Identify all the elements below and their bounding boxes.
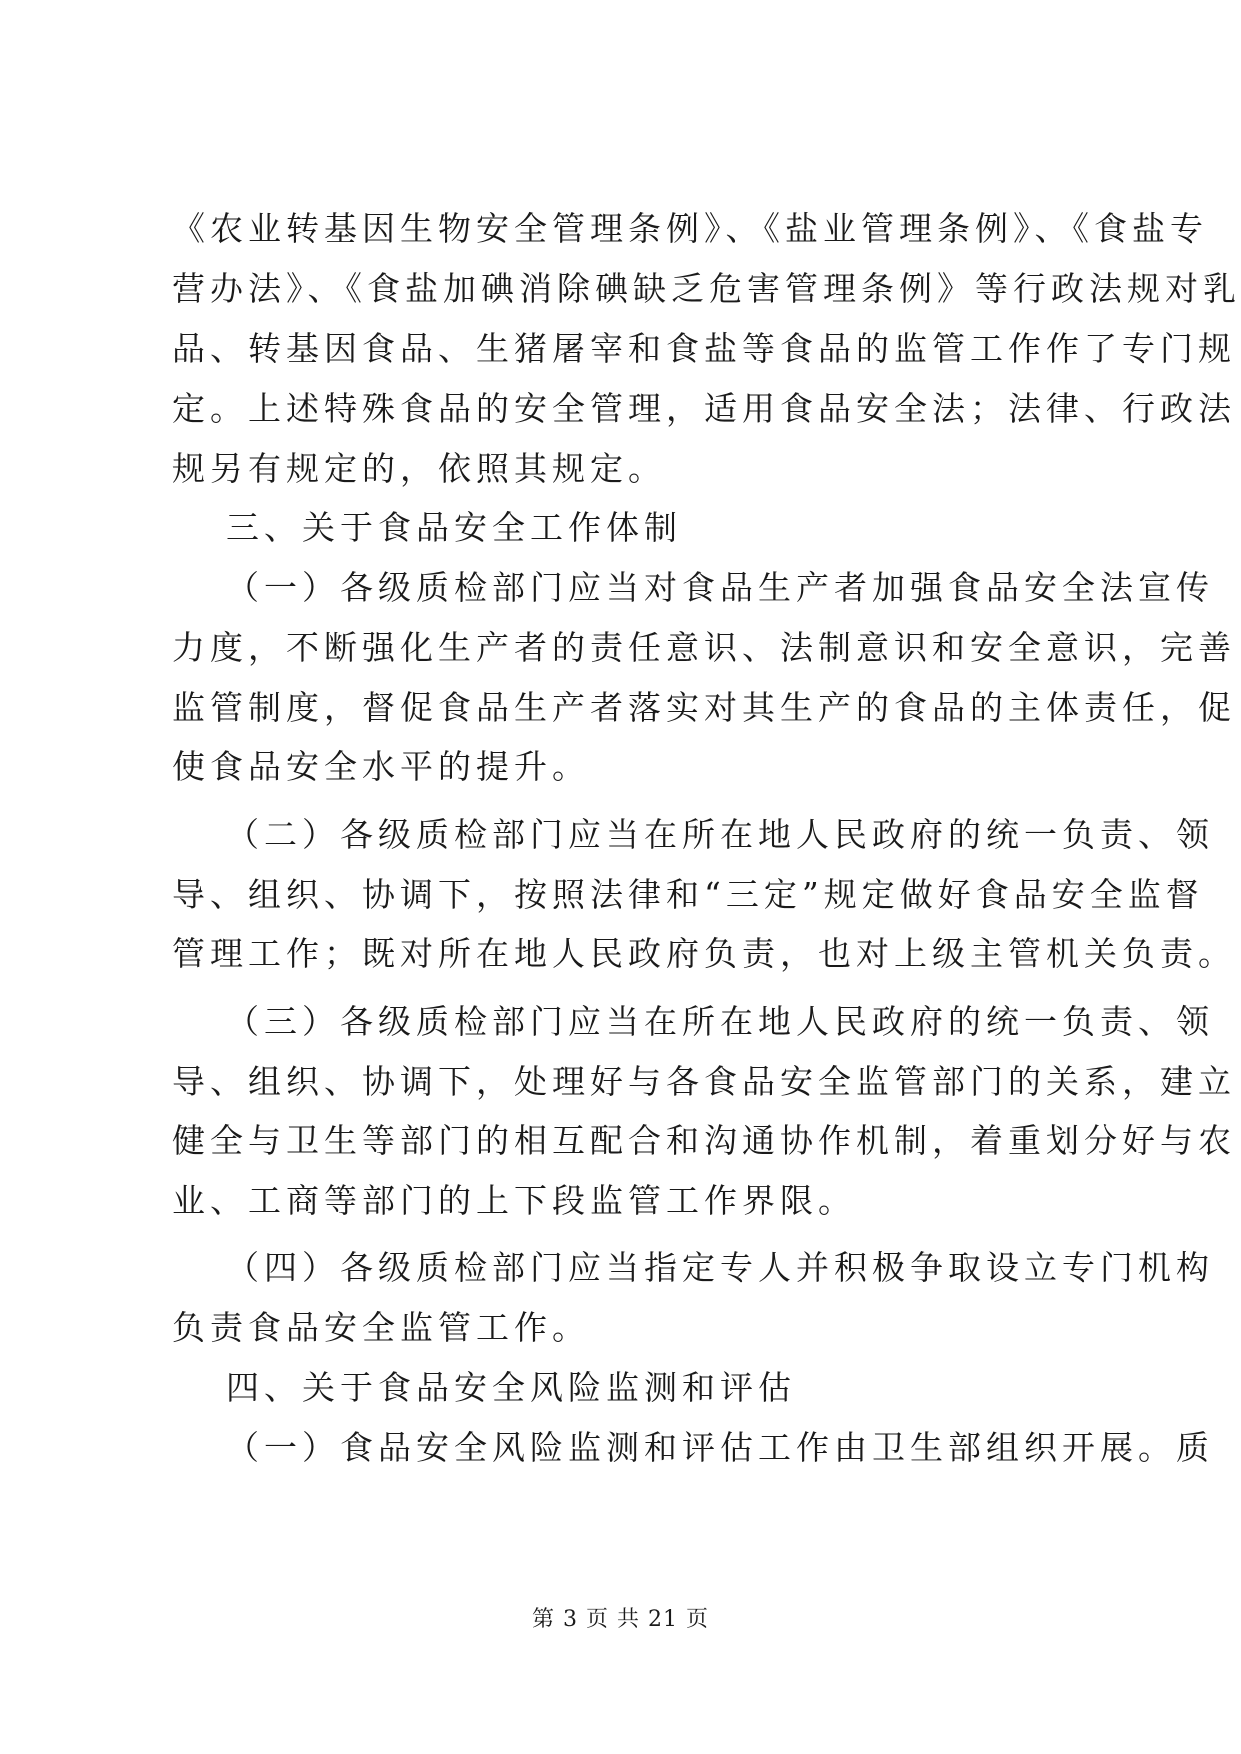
page-footer: 第 3 页 共 21 页 <box>532 1607 709 1632</box>
body-line: （四）各级质检部门应当指定专人并积极争取设立专门机构 <box>226 1248 1214 1287</box>
body-line: 品、转基因食品、生猪屠宰和食盐等食品的监管工作作了专门规 <box>172 329 1236 368</box>
body-line: 导、组织、协调下，处理好与各食品安全监管部门的关系，建立 <box>172 1062 1236 1101</box>
body-line: 规另有规定的，依照其规定。 <box>172 449 666 488</box>
body-line: （一）食品安全风险监测和评估工作由卫生部组织开展。质 <box>226 1428 1214 1467</box>
section-heading: 四、关于食品安全风险监测和评估 <box>226 1368 796 1407</box>
section-heading: 三、关于食品安全工作体制 <box>226 508 682 547</box>
body-line: 管理工作；既对所在地人民政府负责，也对上级主管机关负责。 <box>172 934 1236 973</box>
body-line: 健全与卫生等部门的相互配合和沟通协作机制，着重划分好与农 <box>172 1121 1236 1160</box>
body-line: 《农业转基因生物安全管理条例》、《盐业管理条例》、《食盐专 <box>172 209 1208 248</box>
body-line: （二）各级质检部门应当在所在地人民政府的统一负责、领 <box>226 815 1214 854</box>
body-line: 业、工商等部门的上下段监管工作界限。 <box>172 1181 856 1220</box>
body-line: 使食品安全水平的提升。 <box>172 747 590 786</box>
body-line: 营办法》、《食盐加碘消除碘缺乏危害管理条例》等行政法规对乳 <box>172 269 1241 308</box>
body-line: （三）各级质检部门应当在所在地人民政府的统一负责、领 <box>226 1002 1214 1041</box>
body-line: 监管制度，督促食品生产者落实对其生产的食品的主体责任，促 <box>172 688 1236 727</box>
body-line: 负责食品安全监管工作。 <box>172 1308 590 1347</box>
body-line: 力度，不断强化生产者的责任意识、法制意识和安全意识，完善 <box>172 628 1236 667</box>
body-line: 导、组织、协调下，按照法律和“三定”规定做好食品安全监督 <box>172 875 1204 914</box>
body-line: （一）各级质检部门应当对食品生产者加强食品安全法宣传 <box>226 568 1214 607</box>
body-line: 定。上述特殊食品的安全管理，适用食品安全法；法律、行政法 <box>172 389 1236 428</box>
